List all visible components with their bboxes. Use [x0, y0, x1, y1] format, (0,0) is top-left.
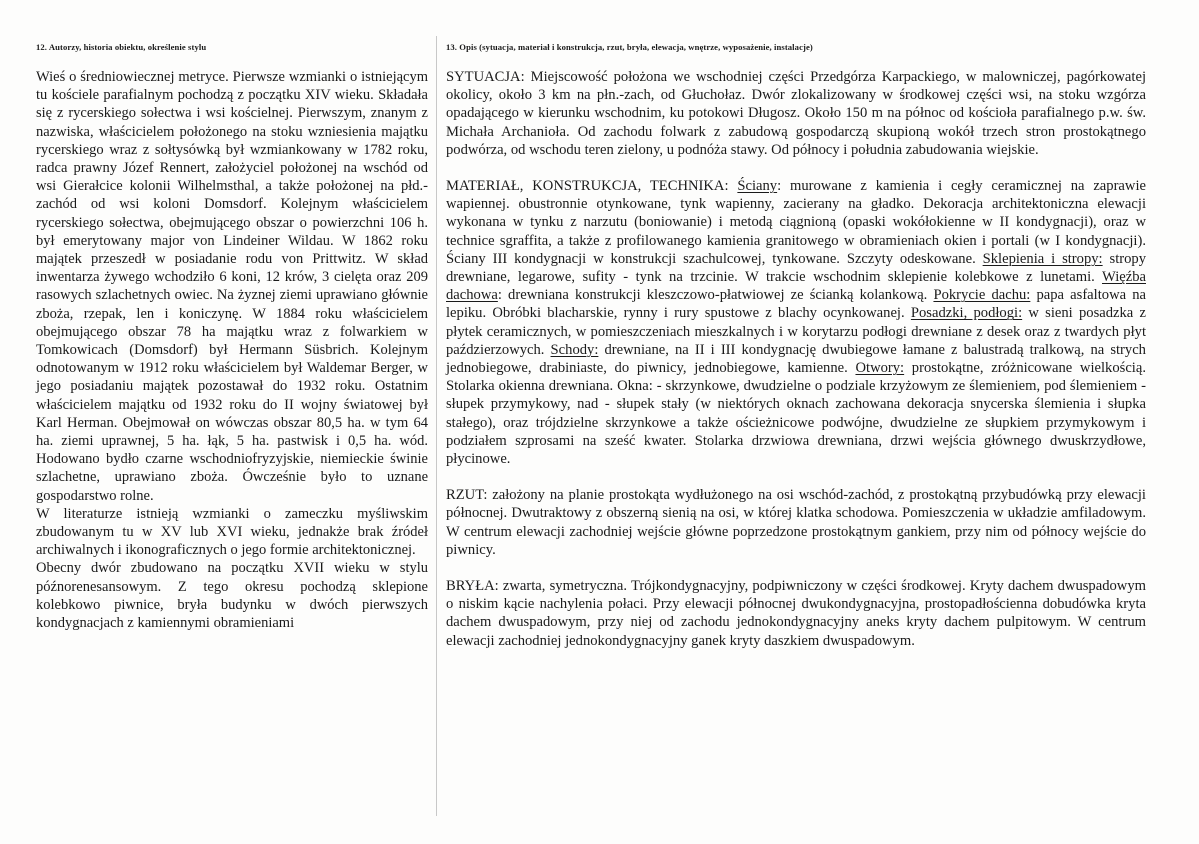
right-column-heading: 13. Opis (sytuacja, materiał i konstrukcja, rzut, bryła, elewacja, wnętrze, wyposażenie, instalacje) [446, 42, 813, 52]
schody-label: Schody: [550, 341, 599, 358]
section-sytuacja [446, 68, 1146, 159]
otwory-label: Otwory: [855, 360, 905, 377]
history-paragraph: Obecny dwór zbudowano na początku XVII wieku w stylu późnorenesansowym. Z tego okresu pochodzą sklepione kolebkowo piwnice, bryła budynku w dwóch pierwszych kondygnacjach z kamiennymi obramieniami [36, 560, 428, 632]
rzut-text: RZUT: założony na planie prostokąta wydłużonego na osi wschód-zachód, z prostokątną przybudówką przy elewacji północnej. Dwutraktowy z obszerną sienią na osi, w której klatka schodowa. Pomieszczenia w układzie amfiladowym. W centrum elewacji zachodniej wejście główne poprzedzone prostokątnym gankiem, przy nim od północy wejście do piwnicy. [446, 487, 1146, 558]
sciany-label: Ściany [737, 178, 778, 195]
column-divider [436, 36, 437, 816]
left-column [36, 40, 428, 632]
sciany-text: : murowane z kamienia i cegły ceramicznej na zaprawie wapiennej. obustronnie otynkowane, tynk wapienny, zacierany na gładko. Dekoracja architektoniczna elewacji wykonana w tynku z narzutu (boniowanie) i metodą ciągnioną (opaski wokółokienne w II kondygnacji), oraz w technice sgraffita, a także z profilowanego kamienia granitowego w obramieniach okien i portali (w I kondygnacji). Ściany III kondygnacji w konstrukcji szachulcowej, tynkowane. Szczyty odeskowane. [446, 178, 1146, 267]
material-lead: MATERIAŁ, KONSTRUKCJA, TECHNIKA: [446, 178, 738, 195]
pokrycie-text: papa asfaltowa na lepiku. Obróbki blacharskie, rynny i rury spustowe z blachy ocynkowanej. [446, 287, 1146, 322]
posadzki-label: Posadzki, podłogi: [910, 305, 1023, 322]
pokrycie-label: Pokrycie dachu: [933, 287, 1031, 304]
section-bryla [446, 577, 1146, 650]
sklepienia-text: stropy drewniane, legarowe, sufity - tynk na trzcinie. W trakcie wschodnim sklepienie kolebkowe z lunetami. [446, 250, 1147, 286]
material-text [446, 177, 1146, 468]
left-column-heading: 12. Autorzy, historia obiektu, określenie stylu [36, 42, 207, 52]
bryla-text: BRYŁA: zwarta, symetryczna. Trójkondygnacyjny, podpiwniczony w części środkowej. Kryty dachem dwuspadowym o niskim kącie nachylenia połaci. Przy elewacji północnej dwukondygnacyjna, prostopadłościenna dobudówka kryta dachem dwuspadowym, przy niej od zachodu jednokondygnacyjny aneks kryty dachem pulpitowym. W centrum elewacji zachodniej jednokondygnacyjny ganek kryty daszkiem dwuspadowym. [446, 578, 1146, 649]
history-paragraph: Wieś o średniowiecznej metryce. Pierwsze wzmianki o istniejącym tu kościele parafialnym pochodzą z początku XIV wieku. Składała się z rycerskiego sołectwa i wsi kościelnej. Pierwszym, znanym z nazwiska, właścicielem położonego na stoku wzniesienia majątku rycerskiego wraz z sołtysówką był wzmiankowany w 1782 roku, radca prawny Józef Rennert, założyciel położonej na wschód od wsi Gierałcice kolonii Wilhelmsthal, a także położonej na płd.-zachód od wsi koloni Domsdorf. Kolejnym właścicielem rycerskiego sołectwa, obejmującego obszar o powierzchni 106 h. był emerytowany major von Lindeiner Wildau. W 1862 roku majątek przeszedł w posiadanie rodu von Prittwitz. W skład inwentarza żywego wchodziło 6 koni, 12 krów, 3 cielęta oraz 209 rasowych szlachetnych owiec. Na żyznej ziemi uprawiano głównie zboża, rzepak, len i koniczynę. W 1884 roku właścicielem obejmującego obszar 78 ha majątku wraz z folwarkiem w Tomkowicach (Domsdorf) był Hermann Süsbrich. Kolejnym odnotowanym w 1912 roku właścicielem był Waldemar Berger, w jego posiadaniu majątek pozostawał do 1932 roku. Ostatnim właścicielem majątku od 1932 roku do II wojny światowej był Karl Herman. Obejmował on wówczas obszar 80,5 ha. w tym 64 ha. ziemi uprawnej, 5 ha. łąk, 5 ha. pastwisk i 0,5 ha. wód. Hodowano bydło czarne wschodniofryzyjskie, niemieckie świnie szlachetne, uprawiano zboża. Ówcześnie było to uznane gospodarstwo rolne. [36, 69, 428, 504]
sytuacja-text: SYTUACJA: Miejscowość położona we wschodniej części Przedgórza Karpackiego, w malowniczej, pagórkowatej okolicy, około 3 km na płn.-zach, od Głuchołaz. Dwór zlokalizowany w środkowej części wsi, na stoku wzgórza opadającego w kierunku wschodnim, ku potokowi Długosz. Około 150 m na północ od kościoła parafialnego p.w. św. Michała Archanioła. Od zachodu folwark z zabudową gospodarczą skupioną wokół trzech stron prostokątnego podwórza, od wschodu teren zielony, u podnóża stawy. Od północy i południa zabudowania wiejskie. [446, 69, 1146, 158]
section-material [446, 177, 1146, 468]
sklepienia-label: Sklepienia i stropy: [982, 250, 1103, 267]
otwory-text: prostokątne, zróżnicowane wielkością. Stolarka okienna drewniana. Okna: - skrzynkowe, dwudzielne o podziale krzyżowym ze ślemieniem, pod ślemieniem - słupek przymykowy, nad - słupek stały (w niektórych oknach zachowana dekoracja snycerska ślemienia i słupka stałego), oraz trójdzielne skrzynkowe a także ościeżnicowe podwójne, dwudzielne ze słupkiem przymykowym i podziałem szprosami na sześć kwater. Stolarka drzwiowa drewniana, drzwi wejścia głównego dwuskrzydłowe, płycinowe. [446, 360, 1146, 468]
history-paragraph: W literaturze istnieją wzmianki o zameczku myśliwskim zbudowanym tu w XV lub XVI wieku, jednakże brak źródeł archiwalnych i ikonograficznych o jego formie architektonicznej. [36, 505, 428, 559]
posadzki-text: w sieni posadzka z płytek ceramicznych, w pomieszczeniach mieszkalnych i w korytarzu podłogi drewniane z desek oraz z twardych płyt paździerzowych. [446, 305, 1146, 358]
wiezba-text: : drewniana konstrukcji kleszczowo-płatwiowej ze ścianką kolankową. [497, 287, 934, 304]
history-text [36, 68, 428, 632]
schody-text: drewniane, na II i III kondygnację dwubiegowe łamane z balustradą tralkową, na strych jednobiegowe, drabiniaste, do piwnicy, jednobiegowe, kamienne. [446, 341, 1146, 377]
section-rzut [446, 486, 1146, 559]
right-column [446, 40, 1146, 668]
wiezba-label: Więźba dachowa [446, 269, 1146, 304]
